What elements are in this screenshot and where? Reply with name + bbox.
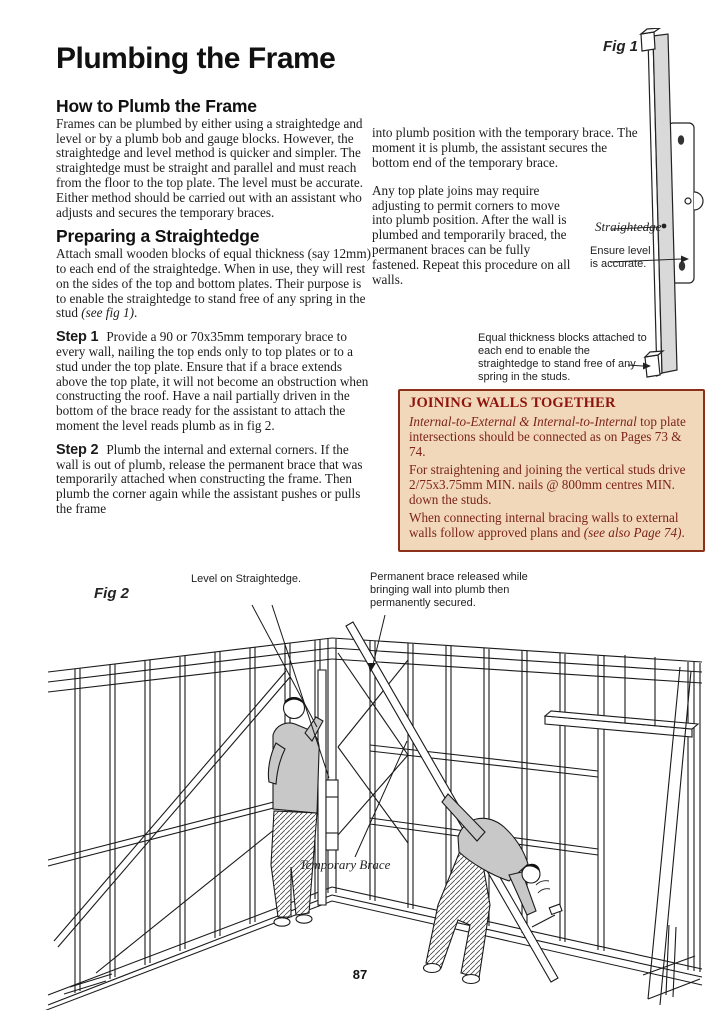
callout-text: top plate intersections should be connected as on Pages 73 & 74. [409,414,686,459]
level-screw-top [678,135,684,145]
fig2-permanent-brace-label: Permanent brace released while bringing wall into plumb then permanently secured. [370,571,528,609]
see-fig1-reference: (see fig 1) [81,305,135,321]
top-block-front [641,32,655,51]
callout-paragraph-3 [409,510,694,540]
fig2-label: Fig 2 [94,585,130,602]
fig2-temporary-brace-label: Temporary Brace [299,857,391,872]
section-heading-preparing-straightedge: Preparing a Straightedge [56,226,260,247]
callout-italic-reference: (see also Page 74) [583,525,682,540]
step2-text: Plumb the internal and external corners. If the wall is out of plumb, release the permanent brace that was temporarily attached when constructing the frame. Then plumb the corner again while the assistant pushes or pulls the frame [56,441,363,516]
level-screw-bottom [679,261,685,271]
section-heading-how-to-plumb: How to Plumb the Frame [56,96,257,116]
paragraph-continuation: into plumb position with the temporary brace. The moment it is plumb, the assistant secures the bottom end of the temporary brace. [372,125,638,170]
fig2-container [40,571,710,1010]
callout-title: JOINING WALLS TOGETHER [409,395,616,411]
paragraph-text: . [134,305,138,321]
page-title: Plumbing the Frame [56,42,336,75]
paragraph-top-plate-joins: Any top plate joins may require adjusting to permit corners to move into plumb position. After the wall is plumbed and temporarily braced, the permanent braces can be fully fastened. Repeat this procedure on all walls. [372,182,571,287]
callout-paragraph-2: For straightening and joining the vertical studs drive 2/75x3.75mm MIN. nails @ 800mm centres MIN. down the studs. [409,462,686,507]
straightedge-leader-dot [662,224,667,229]
step1-text: Provide a 90 or 70x35mm temporary brace to every wall, nailing the top ends only to top plates or to a stud under the top plate. Ensure that if a brace extends above the top plate, it will not become an obstruction when constructing the roof. Have a nail partially driven in the bottom of the brace ready for the assistant to attach the moment the level reads plumb as in fig 2. [56,329,369,433]
fig1-drawing [610,28,703,377]
top-block-top [641,28,660,34]
callout-text: . [681,525,685,540]
paragraph-step2 [56,443,372,517]
step1-label: Step 1 [56,329,99,346]
page-number: 87 [352,967,368,982]
floor-marks [64,974,112,994]
fig1-caption: Equal thickness blocks attached to each end to enable the straightedge to stand free of any spring in the studs. [478,332,647,383]
paragraph-text: Attach small wooden blocks of equal thickness (say 12mm) to each end of the straightedge. When in use, they will rest on the sides of the top and bottom plates. Their purpose is to enable the straightedge to stand free of any spring in the stud [56,246,371,321]
swung-door-frame [643,667,700,1005]
level-vial-bump [694,192,703,210]
callout-text: When connecting internal bracing walls to external walls follow approved plans and [409,510,679,540]
fig1-label: Fig 1 [603,38,639,55]
left-column [56,96,372,517]
callout-paragraph-1 [409,414,694,459]
callout-italic-text: Internal-to-External & Internal-to-Internal [409,414,637,429]
paragraph-preparing-straightedge [56,247,372,321]
joining-walls-callout-box [398,389,705,552]
fig1-level-note: Ensure level is accurate. [590,245,651,270]
hammer-motion-marks [536,881,550,893]
fig2-framing-illustration [40,575,710,1010]
paragraph-step1 [56,330,372,434]
step2-label: Step 2 [56,441,99,458]
fig2-level-label: Level on Straightedge. [190,573,302,585]
paragraph-how-to-plumb: Frames can be plumbed by either using a straightedge and level or by a plumb bob and gauge blocks. However, the straightedge and level method is quicker and simpler. The straightedge must be straight and parallel and must reach from the floor to the top plate. The level must be accurate. Either method should be carried out with an assistant who adjusts and secures the temporary braces. [56,115,363,220]
fig1-straightedge-label: Straightedge [595,219,662,234]
